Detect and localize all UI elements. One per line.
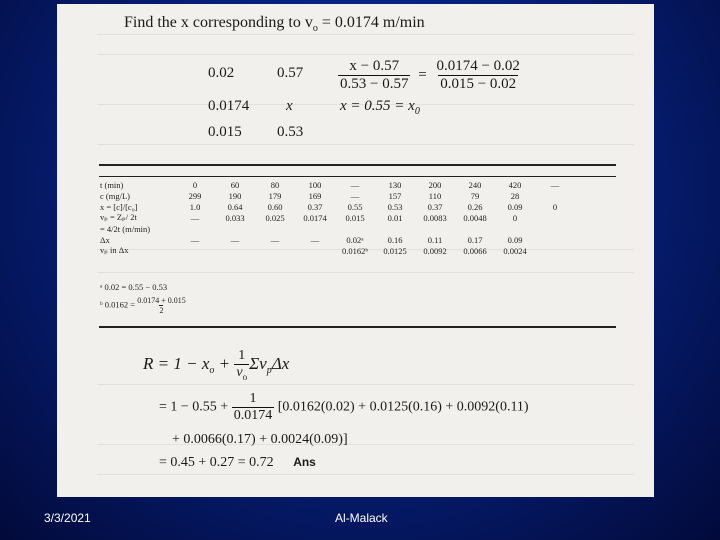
- table-cell: 420: [508, 179, 522, 190]
- table-cell: 79: [470, 190, 480, 201]
- interp-equation: [338, 58, 522, 93]
- table-cell: 0.0092: [423, 245, 447, 256]
- table-cell: —: [550, 179, 560, 190]
- footnote-a: ᵃ 0.02 = 0.55 − 0.53: [100, 282, 168, 292]
- table-row: [100, 234, 575, 245]
- interp-r1c1: 0.02: [208, 65, 235, 81]
- table-cell: 0.0048: [463, 212, 487, 223]
- table-cell: [535, 234, 575, 245]
- table-cell: 157: [388, 190, 402, 201]
- ghost-line: [97, 384, 634, 385]
- interp-r3c1: 0.015: [208, 124, 242, 140]
- footer-author: Al-Malack: [335, 511, 388, 525]
- row-label: Δx: [100, 234, 110, 245]
- fraction-left-num: x − 0.57: [349, 58, 400, 74]
- fraction-left-den: 0.53 − 0.57: [340, 76, 409, 92]
- table-cell: —: [190, 234, 200, 245]
- table-cell: —: [230, 234, 240, 245]
- table-cell: [215, 245, 255, 256]
- table-cell: 0.60: [267, 201, 283, 212]
- fraction-right-den: 0.015 − 0.02: [440, 76, 517, 92]
- data-table: [100, 179, 575, 256]
- table-cell: 0: [552, 201, 558, 212]
- table-cell: 0.37: [427, 201, 443, 212]
- table-cell: 110: [428, 190, 442, 201]
- table-cell: 0.26: [467, 201, 483, 212]
- table-cell: 0.0174: [303, 212, 327, 223]
- answer-label: Ans: [293, 455, 316, 469]
- table-cell: 0.0162ᵇ: [341, 245, 368, 256]
- table-cell: [175, 223, 215, 234]
- table-cell: 0.0083: [423, 212, 447, 223]
- table-bottom-rule: [99, 326, 616, 328]
- fraction-right: [434, 58, 521, 93]
- table-cell: 0.01: [387, 212, 403, 223]
- table-cell: 240: [468, 179, 482, 190]
- table-cell: 200: [428, 179, 442, 190]
- table-cell: 0.033: [225, 212, 245, 223]
- table-cell: 28: [510, 190, 520, 201]
- interp-r2c2: x: [286, 98, 293, 114]
- row-label: c (mg/L): [100, 190, 130, 201]
- ghost-line: [97, 144, 634, 145]
- table-cell: 80: [270, 179, 280, 190]
- table-row: [100, 179, 575, 190]
- table-cell: 0.16: [387, 234, 403, 245]
- table-cell: 0.0066: [463, 245, 487, 256]
- table-cell: 100: [308, 179, 322, 190]
- table-cell: 0: [512, 212, 518, 223]
- table-cell: 130: [388, 179, 402, 190]
- solution-line-4: = 0.45 + 0.27 = 0.72 Ans: [159, 455, 316, 470]
- table-cell: [535, 212, 575, 223]
- ghost-line: [97, 54, 634, 55]
- table-cell: 0.09: [507, 201, 523, 212]
- table-cell: [455, 223, 495, 234]
- row-label: = 4/2t (m/min): [100, 223, 151, 234]
- equals-sign: =: [418, 66, 427, 83]
- table-row: [100, 245, 575, 256]
- table-cell: [415, 223, 455, 234]
- interp-r2c1: 0.0174: [208, 98, 250, 114]
- interp-r1c2: 0.57: [277, 65, 304, 81]
- table-cell: 0.11: [427, 234, 443, 245]
- table-cell: [255, 223, 295, 234]
- table-cell: 0.02ᵃ: [346, 234, 364, 245]
- table-top-rule: [99, 164, 616, 166]
- solution-line-2: = 1 − 0.55 + $\frac{1}{0.0174}$ [0.0162(0.02) + 0.0125(0.16) + 0.0092(0.11): [159, 391, 529, 423]
- table-cell: 60: [230, 179, 240, 190]
- solution-line-1: $R = 1 - x_o$ + $\frac{1}{v_o}$ $\Sigma v_p\Delta x$: [143, 348, 290, 382]
- table-cell: [255, 245, 295, 256]
- table-cell: 0.53: [387, 201, 403, 212]
- table-cell: 0.17: [467, 234, 483, 245]
- table-cell: [495, 223, 535, 234]
- table-cell: 0.015: [345, 212, 365, 223]
- table-cell: [295, 245, 335, 256]
- table-cell: —: [350, 190, 360, 201]
- footer-date: 3/3/2021: [44, 511, 91, 525]
- table-cell: 0: [192, 179, 198, 190]
- table-cell: 190: [228, 190, 242, 201]
- table-cell: 0.37: [307, 201, 323, 212]
- table-cell: 0.0024: [503, 245, 527, 256]
- scanned-page: [57, 4, 654, 497]
- table-cell: —: [310, 234, 320, 245]
- table-row: [100, 190, 575, 201]
- solution-line-1-fraction: $\frac{1}{v_o}$: [236, 348, 248, 382]
- footnote-b-fraction: $\frac{0.0174 + 0.015}{2}$: [137, 296, 186, 315]
- row-label: x = [c]/[c₀]: [100, 201, 138, 212]
- row-label: vₚ = Zₚ/ 2t: [100, 212, 137, 222]
- table-row: [100, 201, 575, 212]
- table-cell: [375, 223, 415, 234]
- fraction-left: [338, 58, 410, 93]
- ghost-line: [97, 272, 634, 273]
- table-cell: 1.0: [189, 201, 201, 212]
- table-cell: [175, 245, 215, 256]
- table-cell: —: [350, 179, 360, 190]
- table-cell: [215, 223, 255, 234]
- problem-heading: Find the x corresponding to $v_o = 0.0174$ m/min: [124, 14, 425, 35]
- table-cell: 0.55: [347, 201, 363, 212]
- table-cell: —: [270, 234, 280, 245]
- interp-result: $x = 0.55 = x_0$: [340, 98, 420, 117]
- table-head-rule: [99, 176, 616, 177]
- solution-line-3: + 0.0066(0.17) + 0.0024(0.09)]: [172, 432, 348, 447]
- table-cell: [335, 223, 375, 234]
- table-cell: 299: [188, 190, 202, 201]
- row-label: t (min): [100, 179, 124, 190]
- table-cell: [295, 223, 335, 234]
- table-cell: 0.025: [265, 212, 285, 223]
- footnote-b: ᵇ 0.0162 = $\frac{0.0174 + 0.015}{2}$: [100, 296, 186, 315]
- table-cell: —: [190, 212, 200, 223]
- table-row: [100, 212, 575, 223]
- fraction-right-num: 0.0174 − 0.02: [436, 58, 520, 74]
- table-row: [100, 223, 575, 234]
- table-cell: 0.09: [507, 234, 523, 245]
- table-cell: 0.64: [227, 201, 243, 212]
- interp-r3c2: 0.53: [277, 124, 304, 140]
- table-cell: 169: [308, 190, 322, 201]
- solution-line-2-fraction: $\frac{1}{0.0174}$: [233, 391, 273, 423]
- table-cell: [535, 190, 575, 201]
- row-label: vₚ in Δx: [100, 245, 129, 255]
- table-cell: [535, 245, 575, 256]
- table-cell: [535, 223, 575, 234]
- table-cell: 179: [268, 190, 282, 201]
- ghost-line: [97, 474, 634, 475]
- table-cell: 0.0125: [383, 245, 407, 256]
